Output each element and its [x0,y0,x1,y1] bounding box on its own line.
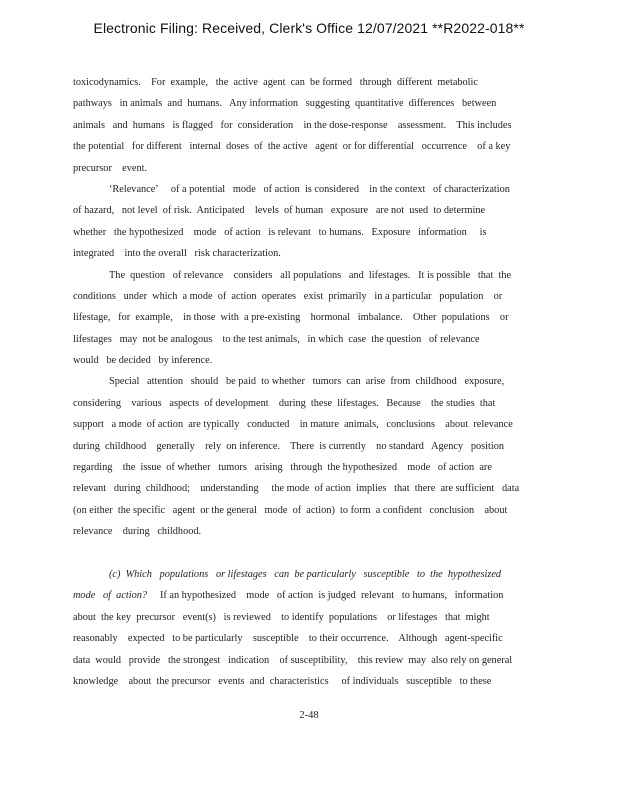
text-line: considering various aspects of development during these lifestages. Because the studies that [73,397,496,409]
text-line: the potential for different internal doses of the active agent or for differential occurrence of a key [73,141,511,153]
text-line: precursor event. [73,162,148,174]
text-line: animals and humans is flagged for consideration in the dose-response assessment. This includes [73,119,512,131]
text-line: whether the hypothesized mode of action is relevant to humans. Exposure information is [73,226,487,238]
text-line: conditions under which a mode of action operates exist primarily in a particular population or [73,290,503,302]
text-line: about the key precursor event(s) is reviewed to identify populations or lifestages that might [73,611,490,623]
text-line: ‘Relevance’ of a potential mode of action is considered in the context of characterization [109,183,510,195]
section-heading-end: mode of action? [73,590,148,602]
section-heading-continued [73,585,538,606]
text-line: data would provide the strongest indication of susceptibility, this review may also rely on general [73,654,513,666]
text-line: The question of relevance considers all populations and lifestages. It is possible that the [109,269,512,281]
text-line: pathways in animals and humans. Any information suggesting quantitative differences between [73,98,497,110]
text-line: Special attention should be paid to whether tumors can arise from childhood exposure, [109,376,505,388]
text-line: would be decided by inference. [73,355,213,367]
section-heading: (c) Which populations or lifestages can be particularly susceptible to the hypothesized [109,568,502,580]
text-line: (on either the specific agent or the general mode of action) to form a confident conclusion about [73,504,508,516]
body-text [73,72,538,692]
text-line: reasonably expected to be particularly susceptible to their occurrence. Although agent-specific [73,633,503,645]
text-line: during childhood generally rely on inference. There is currently no standard Agency position [73,440,505,452]
text-line: toxicodynamics. For example, the active agent can be formed through different metabolic [73,77,478,88]
text-line: of hazard, not level of risk. Anticipated levels of human exposure are not used to determine [73,205,486,217]
text-line: knowledge about the precursor events and characteristics of individuals susceptible to these [73,675,492,687]
paragraph-gap [73,543,538,564]
text-line: integrated into the overall risk characterization. [73,248,281,260]
text-line: lifestage, for example, in those with a pre-existing hormonal imbalance. Other populations or [73,312,509,324]
text-line: If an hypothesized mode of action is judged relevant to humans, information [147,590,504,602]
filing-stamp-header: Electronic Filing: Received, Clerk's Office 12/07/2021 **R2022-018** [93,20,525,36]
page-number: 2-48 [299,710,319,721]
text-line: support a mode of action are typically conducted in mature animals, conclusions about relevance [73,419,513,431]
text-line: lifestages may not be analogous to the test animals, in which case the question of relevance [73,333,480,345]
text-line: relevant during childhood; understanding the mode of action implies that there are sufficient data [73,483,520,495]
text-line: relevance during childhood. [73,526,202,538]
text-line: regarding the issue of whether tumors arising through the hypothesized mode of action are [73,462,492,474]
